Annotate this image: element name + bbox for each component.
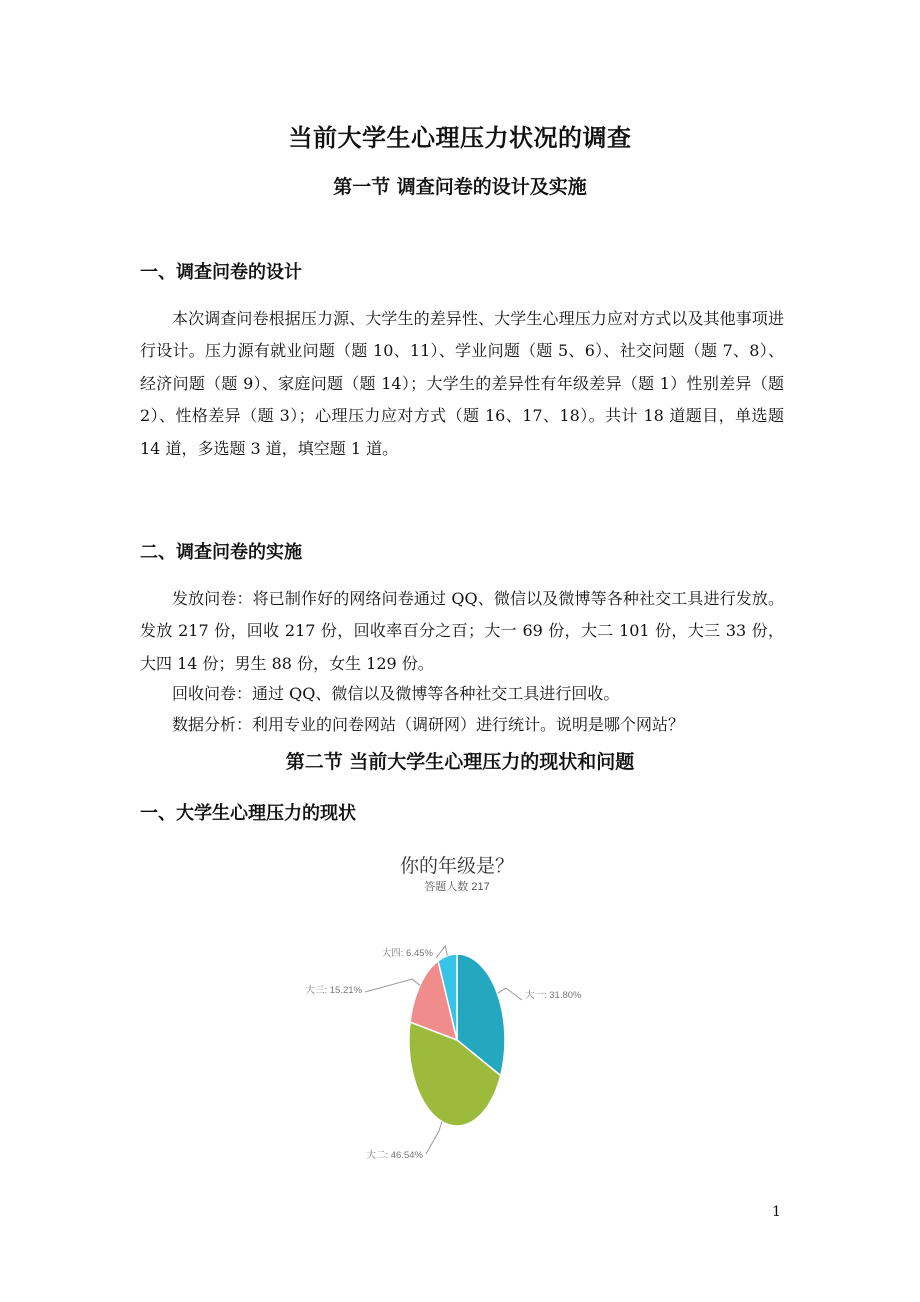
section-2-heading-1: 一、大学生心理压力的现状 xyxy=(140,803,356,824)
pie-label-2: 大二: 46.54% xyxy=(366,1150,423,1161)
chart-subtitle: 答题人数 217 xyxy=(424,881,490,893)
leader-line-1 xyxy=(497,988,522,1000)
pie-label-1: 大一: 31.80% xyxy=(525,990,582,1001)
page-number: 1 xyxy=(772,1204,781,1220)
chart-title: 你的年级是？ xyxy=(399,856,515,877)
section-2-title: 第二节 当前大学生心理压力的现状和问题 xyxy=(285,751,635,773)
collection-line: 回收问卷：通过 QQ、微信以及微博等各种社交工具进行回收。 xyxy=(172,684,620,703)
document-title: 当前大学生心理压力状况的调查 xyxy=(288,124,632,152)
analysis-line: 数据分析：利用专业的问卷网站（调研网）进行统计。说明是哪个网站？ xyxy=(172,715,685,734)
distribution-paragraph: 发放问卷：将已制作好的网络问卷通过 QQ、微信以及微博等各种社交工具进行发放。发放 217 份，回收 217 份，回收率百分之百；大一 69 份，大二 101 份，大三 33 份，大四 14 份；男生 88 份，女生 129 份。 xyxy=(140,589,784,673)
pie-label-3: 大三: 15.21% xyxy=(305,985,362,996)
section-1-heading-1: 一、调查问卷的设计 xyxy=(140,262,302,283)
pie-chart-svg xyxy=(300,840,620,1180)
section-1-title: 第一节 调查问卷的设计及实施 xyxy=(333,176,587,198)
leader-line-3 xyxy=(365,979,420,992)
design-paragraph: 本次调查问卷根据压力源、大学生的差异性、大学生心理压力应对方式以及其他事项进行设计。压力源有就业问题（题 10、11）、学业问题（题 5、6）、社交问题（题 7、8）、经济问题（题 9）、家庭问题（题 14）；大学生的差异性有年级差异（题 1）性别差异（题 2）、性格差异（题 3）；心理压力应对方式（题 16、17、18）。共计 18 道题目，单选题 14 道，多选题 3 道，填空题 1 道。 xyxy=(140,309,784,458)
section-1-heading-2: 二、调查问卷的实施 xyxy=(140,542,302,563)
pie-label-4: 大四: 6.45% xyxy=(381,948,433,959)
grade-pie-chart xyxy=(300,840,620,1180)
leader-line-2 xyxy=(426,1122,442,1154)
pie-slices xyxy=(409,954,505,1126)
